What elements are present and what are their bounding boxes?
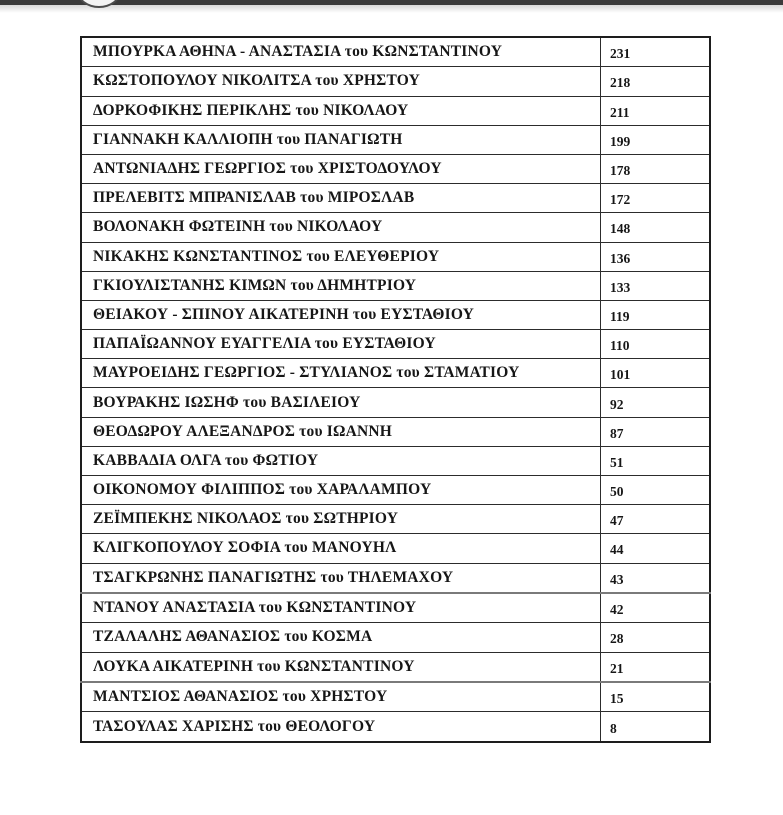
vote-count-cell: 218 bbox=[601, 67, 711, 96]
table-row bbox=[81, 682, 710, 712]
vote-count-cell: 50 bbox=[601, 476, 711, 505]
candidate-name-cell: ΚΩΣΤΟΠΟΥΛΟΥ ΝΙΚΟΛΙΤΣΑ του ΧΡΗΣΤΟΥ bbox=[81, 67, 601, 96]
candidate-name-cell: ΔΟΡΚΟΦΙΚΗΣ ΠΕΡΙΚΛΗΣ του ΝΙΚΟΛΑΟΥ bbox=[81, 96, 601, 125]
table-row bbox=[81, 154, 710, 183]
table-row bbox=[81, 300, 710, 329]
table-row bbox=[81, 476, 710, 505]
table-row bbox=[81, 593, 710, 623]
table-row bbox=[81, 623, 710, 652]
candidate-results-table bbox=[80, 36, 711, 743]
table-row bbox=[81, 505, 710, 534]
candidate-name-cell: ΟΙΚΟΝΟΜΟΥ ΦΙΛΙΠΠΟΣ του ΧΑΡΑΛΑΜΠΟΥ bbox=[81, 476, 601, 505]
candidate-name-cell: ΚΑΒΒΑΔΙΑ ΟΛΓΑ του ΦΩΤΙΟΥ bbox=[81, 446, 601, 475]
candidate-name-cell: ΝΙΚΑΚΗΣ ΚΩΝΣΤΑΝΤΙΝΟΣ του ΕΛΕΥΘΕΡΙΟΥ bbox=[81, 242, 601, 271]
vote-count-cell: 172 bbox=[601, 184, 711, 213]
table-row bbox=[81, 37, 710, 67]
table-row bbox=[81, 534, 710, 563]
candidate-name-cell: ΓΚΙΟΥΛΙΣΤΑΝΗΣ ΚΙΜΩΝ του ΔΗΜΗΤΡΙΟΥ bbox=[81, 271, 601, 300]
candidate-name-cell: ΘΕΟΔΩΡΟΥ ΑΛΕΞΑΝΔΡΟΣ του ΙΩΑΝΝΗ bbox=[81, 417, 601, 446]
vote-count-cell: 42 bbox=[601, 593, 711, 623]
table-row bbox=[81, 271, 710, 300]
candidate-name-cell: ΒΟΛΟΝΑΚΗ ΦΩΤΕΙΝΗ του ΝΙΚΟΛΑΟΥ bbox=[81, 213, 601, 242]
vote-count-cell: 178 bbox=[601, 154, 711, 183]
candidate-name-cell: ΚΛΙΓΚΟΠΟΥΛΟΥ ΣΟΦΙΑ του ΜΑΝΟΥΗΛ bbox=[81, 534, 601, 563]
candidate-name-cell: ΤΑΣΟΥΛΑΣ ΧΑΡΙΣΗΣ του ΘΕΟΛΟΓΟΥ bbox=[81, 712, 601, 742]
vote-count-cell: 110 bbox=[601, 330, 711, 359]
results-table-body bbox=[81, 37, 710, 742]
candidate-name-cell: ΜΑΝΤΣΙΟΣ ΑΘΑΝΑΣΙΟΣ του ΧΡΗΣΤΟΥ bbox=[81, 682, 601, 712]
page-break-bar bbox=[0, 0, 783, 5]
candidate-name-cell: ΜΠΟΥΡΚΑ ΑΘΗΝΑ - ΑΝΑΣΤΑΣΙΑ του ΚΩΝΣΤΑΝΤΙΝΟΥ bbox=[81, 37, 601, 67]
table-row bbox=[81, 96, 710, 125]
vote-count-cell: 8 bbox=[601, 712, 711, 742]
candidate-name-cell: ΛΟΥΚΑ ΑΙΚΑΤΕΡΙΝΗ του ΚΩΝΣΤΑΝΤΙΝΟΥ bbox=[81, 652, 601, 682]
vote-count-cell: 231 bbox=[601, 37, 711, 67]
vote-count-cell: 43 bbox=[601, 563, 711, 593]
vote-count-cell: 211 bbox=[601, 96, 711, 125]
candidate-name-cell: ΝΤΑΝΟΥ ΑΝΑΣΤΑΣΙΑ του ΚΩΝΣΤΑΝΤΙΝΟΥ bbox=[81, 593, 601, 623]
vote-count-cell: 92 bbox=[601, 388, 711, 417]
candidate-name-cell: ΠΑΠΑΪΩΑΝΝΟΥ ΕΥΑΓΓΕΛΙΑ του ΕΥΣΤΑΘΙΟΥ bbox=[81, 330, 601, 359]
table-row bbox=[81, 213, 710, 242]
vote-count-cell: 148 bbox=[601, 213, 711, 242]
candidate-name-cell: ΓΙΑΝΝΑΚΗ ΚΑΛΛΙΟΠΗ του ΠΑΝΑΓΙΩΤΗ bbox=[81, 125, 601, 154]
table-row bbox=[81, 67, 710, 96]
candidate-name-cell: ΒΟΥΡΑΚΗΣ ΙΩΣΗΦ του ΒΑΣΙΛΕΙΟΥ bbox=[81, 388, 601, 417]
table-row bbox=[81, 242, 710, 271]
table-row bbox=[81, 417, 710, 446]
table-row bbox=[81, 359, 710, 388]
table-row bbox=[81, 388, 710, 417]
candidate-name-cell: ΖΕΪΜΠΕΚΗΣ ΝΙΚΟΛΑΟΣ του ΣΩΤΗΡΙΟΥ bbox=[81, 505, 601, 534]
table-row bbox=[81, 652, 710, 682]
vote-count-cell: 47 bbox=[601, 505, 711, 534]
candidate-name-cell: ΤΣΑΓΚΡΩΝΗΣ ΠΑΝΑΓΙΩΤΗΣ του ΤΗΛΕΜΑΧΟΥ bbox=[81, 563, 601, 593]
table-row bbox=[81, 330, 710, 359]
vote-count-cell: 15 bbox=[601, 682, 711, 712]
vote-count-cell: 28 bbox=[601, 623, 711, 652]
vote-count-cell: 21 bbox=[601, 652, 711, 682]
vote-count-cell: 51 bbox=[601, 446, 711, 475]
candidate-name-cell: ΠΡΕΛΕΒΙΤΣ ΜΠΡΑΝΙΣΛΑΒ του ΜΙΡΟΣΛΑΒ bbox=[81, 184, 601, 213]
vote-count-cell: 199 bbox=[601, 125, 711, 154]
vote-count-cell: 119 bbox=[601, 300, 711, 329]
vote-count-cell: 101 bbox=[601, 359, 711, 388]
table-row bbox=[81, 712, 710, 742]
vote-count-cell: 44 bbox=[601, 534, 711, 563]
candidate-name-cell: ΤΖΑΛΑΛΗΣ ΑΘΑΝΑΣΙΟΣ του ΚΟΣΜΑ bbox=[81, 623, 601, 652]
table-row bbox=[81, 446, 710, 475]
vote-count-cell: 136 bbox=[601, 242, 711, 271]
vote-count-cell: 133 bbox=[601, 271, 711, 300]
table-row bbox=[81, 184, 710, 213]
table-row bbox=[81, 563, 710, 593]
candidate-name-cell: ΜΑΥΡΟΕΙΔΗΣ ΓΕΩΡΓΙΟΣ - ΣΤΥΛΙΑΝΟΣ του ΣΤΑΜΑΤΙΟΥ bbox=[81, 359, 601, 388]
page-top-shadow bbox=[0, 5, 783, 13]
vote-count-cell: 87 bbox=[601, 417, 711, 446]
candidate-name-cell: ΑΝΤΩΝΙΑΔΗΣ ΓΕΩΡΓΙΟΣ του ΧΡΙΣΤΟΔΟΥΛΟΥ bbox=[81, 154, 601, 183]
candidate-name-cell: ΘΕΙΑΚΟΥ - ΣΠΙΝΟΥ ΑΙΚΑΤΕΡΙΝΗ του ΕΥΣΤΑΘΙΟΥ bbox=[81, 300, 601, 329]
table-row bbox=[81, 125, 710, 154]
